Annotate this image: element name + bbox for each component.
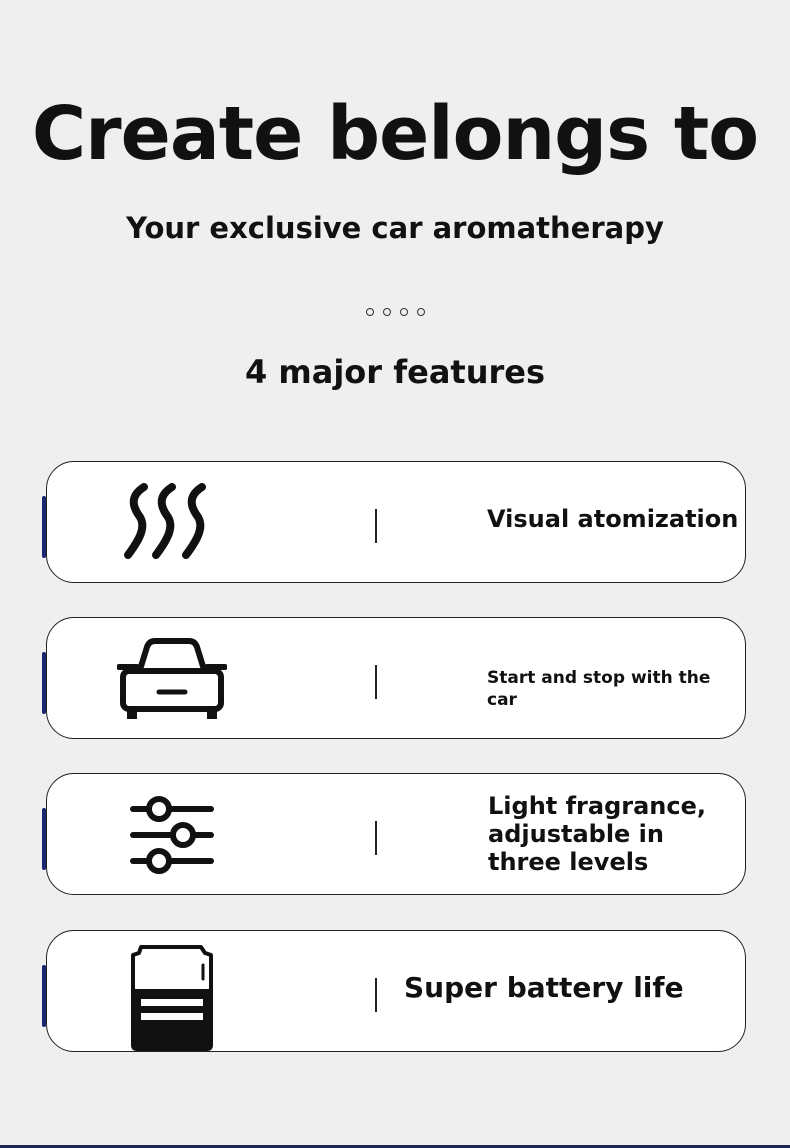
feature-card-visual-atomization xyxy=(46,461,746,583)
card-divider xyxy=(375,978,377,1012)
dot xyxy=(400,308,408,316)
feature-label: Start and stop with the car xyxy=(487,668,711,710)
card-accent xyxy=(42,965,46,1027)
feature-card-start-stop xyxy=(46,617,746,739)
card-accent xyxy=(42,652,46,714)
card-accent xyxy=(42,808,46,870)
page-subtitle: Your exclusive car aromatherapy xyxy=(126,211,664,245)
dot xyxy=(417,308,425,316)
sliders-icon xyxy=(117,790,227,880)
feature-label: Visual atomization xyxy=(487,505,739,533)
feature-label: Light fragrance, adjustable in three levels xyxy=(488,792,707,876)
page-title: Create belongs to xyxy=(31,91,759,177)
features-heading: 4 major features xyxy=(244,353,546,391)
feature-card-battery xyxy=(46,930,746,1052)
pagination-dots xyxy=(0,308,790,316)
dot xyxy=(383,308,391,316)
card-divider xyxy=(375,821,377,855)
card-divider xyxy=(375,665,377,699)
feature-label: Super battery life xyxy=(404,971,684,1004)
card-divider xyxy=(375,509,377,543)
car-icon xyxy=(117,634,227,724)
steam-icon xyxy=(117,478,227,568)
dot xyxy=(366,308,374,316)
card-accent xyxy=(42,496,46,558)
feature-card-light-fragrance xyxy=(46,773,746,895)
battery-icon xyxy=(117,947,227,1037)
